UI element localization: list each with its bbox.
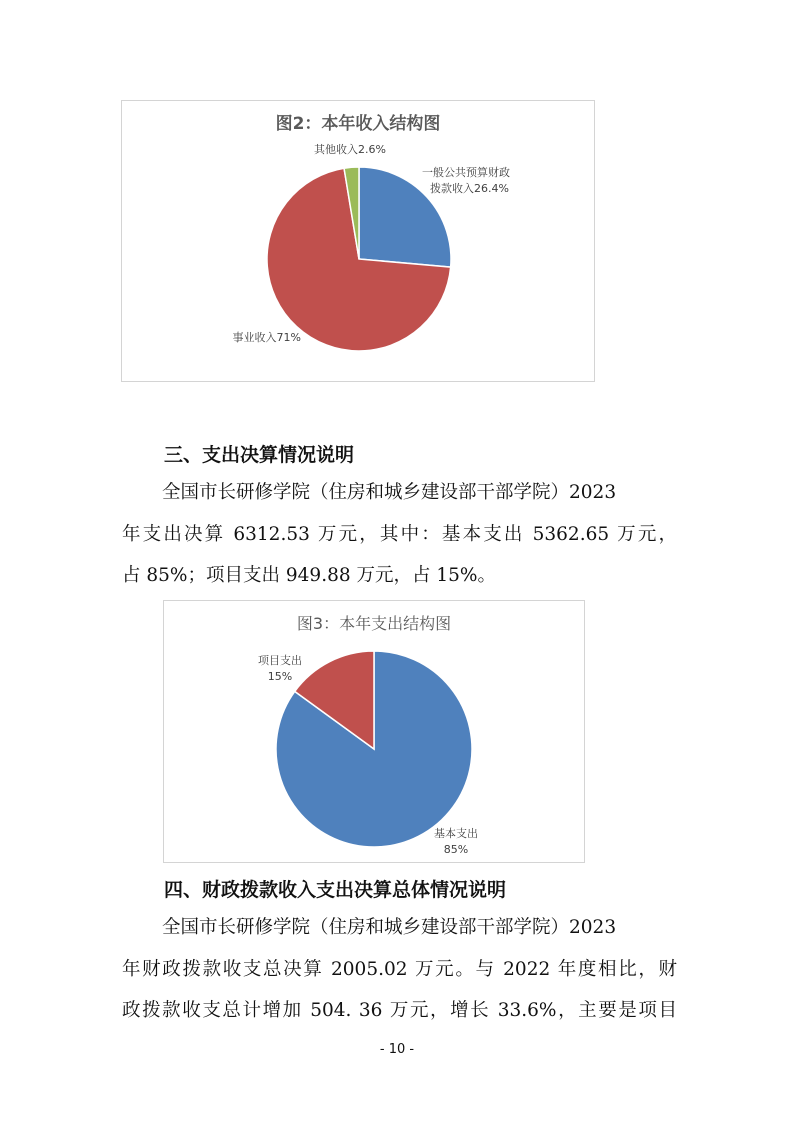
chart-title: 图3：本年支出结构图 bbox=[296, 614, 452, 633]
slice-label-project-line1: 项目支出 bbox=[258, 654, 302, 667]
chart-title: 图2：本年收入结构图 bbox=[275, 114, 441, 134]
section3-paragraph bbox=[122, 472, 677, 597]
slice-label-fiscal-line1: 一般公共预算财政 bbox=[422, 166, 510, 179]
section3-line-2: 年支出决算 6312.53 万元，其中：基本支出 5362.65 万元， bbox=[122, 523, 677, 545]
slice-label-business: 事业收入71% bbox=[232, 331, 301, 344]
section4-line-2: 年财政拨款收支总决算 2005.02 万元。与 2022 年度相比，财 bbox=[122, 958, 677, 980]
income-structure-chart bbox=[121, 100, 595, 382]
income-pie-svg bbox=[122, 101, 594, 381]
section4-heading: 四、财政拨款收入支出决算总体情况说明 bbox=[164, 879, 507, 901]
section4-line-1: 全国市长研修学院（住房和城乡建设部干部学院）2023 bbox=[162, 917, 617, 938]
page-number: - 10 - bbox=[379, 1042, 415, 1057]
section4-paragraph bbox=[122, 907, 677, 1032]
section3-line-1: 全国市长研修学院（住房和城乡建设部干部学院）2023 bbox=[162, 482, 617, 503]
slice-label-other: 其他收入2.6% bbox=[314, 143, 386, 156]
section3-line-3: 占 85%；项目支出 949.88 万元，占 15%。 bbox=[122, 565, 496, 586]
slice-label-basic-line2: 85% bbox=[443, 843, 469, 856]
section4-line-3: 政拨款收支总计增加 504. 36 万元，增长 33.6%，主要是项目 bbox=[122, 1000, 677, 1021]
section3-heading: 三、支出决算情况说明 bbox=[164, 444, 355, 466]
expenditure-structure-chart bbox=[163, 600, 585, 863]
slice-label-fiscal-line2: 拨款收入26.4% bbox=[430, 182, 509, 195]
expenditure-pie-svg bbox=[164, 601, 584, 862]
slice-label-project-line2: 15% bbox=[267, 670, 293, 683]
slice-label-basic-line1: 基本支出 bbox=[434, 827, 478, 840]
